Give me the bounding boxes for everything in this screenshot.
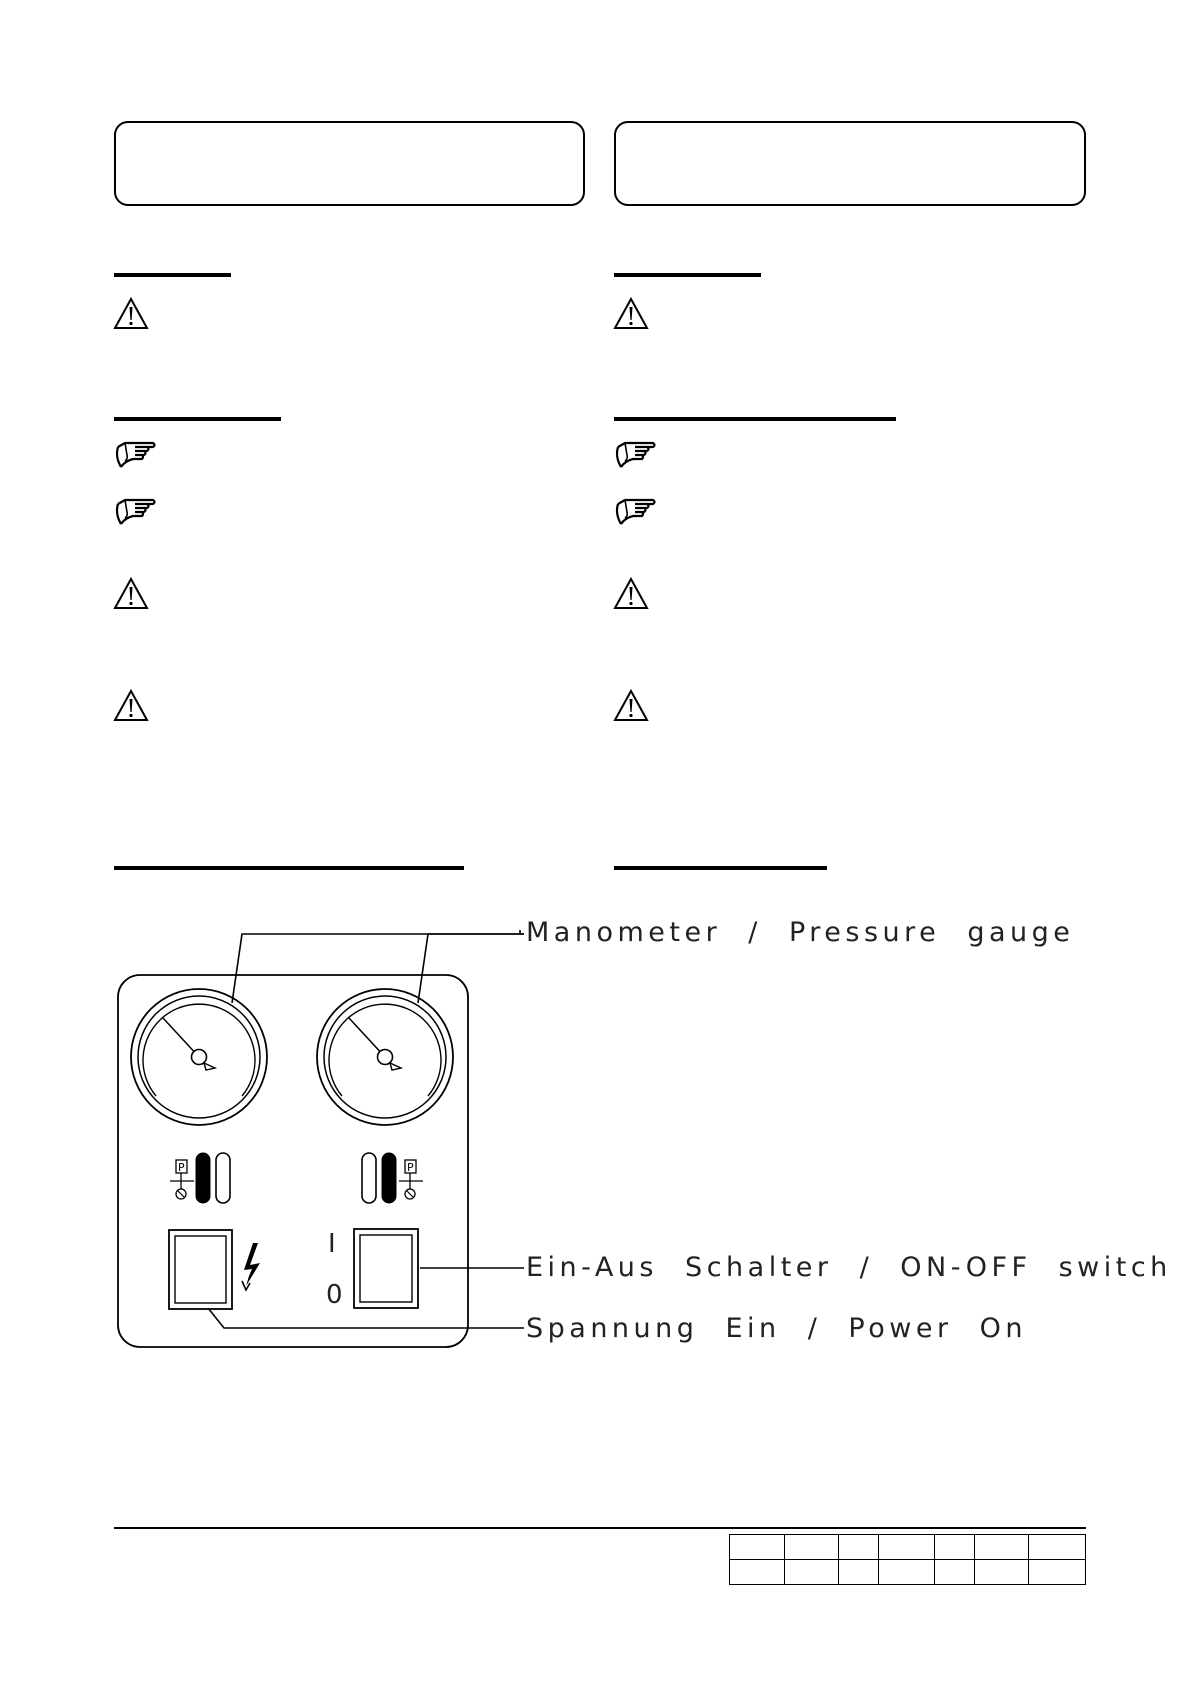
header-box-right — [614, 121, 1086, 206]
gauge-leader-line-2 — [418, 934, 524, 1003]
warning-triangle-icon — [113, 688, 149, 724]
warning-triangle-icon — [113, 296, 149, 332]
table-row — [730, 1535, 1086, 1560]
lightning-bolt-icon — [244, 1243, 260, 1286]
pointing-hand-icon — [113, 437, 157, 473]
valve-indicator-right — [362, 1153, 423, 1203]
section-rule-right-3 — [614, 866, 827, 870]
on-off-switch-label: Ein-Aus Schalter / ON-OFF switch — [526, 1252, 1172, 1283]
gauge-leader-line — [232, 930, 524, 1003]
pointing-hand-icon — [613, 494, 657, 530]
pressure-gauge-right — [317, 989, 453, 1125]
power-on-label: Spannung Ein / Power On — [526, 1313, 1028, 1344]
control-panel-diagram — [100, 900, 1100, 1360]
pointing-hand-icon — [113, 494, 157, 530]
section-rule-left-2 — [114, 417, 281, 421]
footer-rule — [114, 1527, 1086, 1529]
section-rule-left-3 — [114, 866, 464, 870]
switch-off-mark: 0 — [326, 1280, 343, 1310]
power-on-lamp — [169, 1230, 232, 1309]
pointing-hand-icon — [613, 437, 657, 473]
pressure-gauge-label: Manometer / Pressure gauge — [526, 917, 1075, 948]
warning-triangle-icon — [613, 576, 649, 612]
warning-triangle-icon — [613, 688, 649, 724]
pressure-gauge-left — [131, 989, 267, 1125]
valve-indicator-left — [170, 1153, 230, 1203]
warning-triangle-icon — [613, 296, 649, 332]
document-info-table — [729, 1534, 1086, 1585]
warning-triangle-icon — [113, 576, 149, 612]
section-rule-right-1 — [614, 273, 761, 277]
header-box-left — [114, 121, 585, 206]
table-row — [730, 1560, 1086, 1585]
switch-on-mark: I — [328, 1229, 336, 1259]
svg-text:P: P — [407, 1161, 414, 1174]
svg-text:P: P — [178, 1161, 185, 1174]
on-off-switch — [354, 1229, 418, 1308]
section-rule-left-1 — [114, 273, 231, 277]
section-rule-right-2 — [614, 417, 896, 421]
